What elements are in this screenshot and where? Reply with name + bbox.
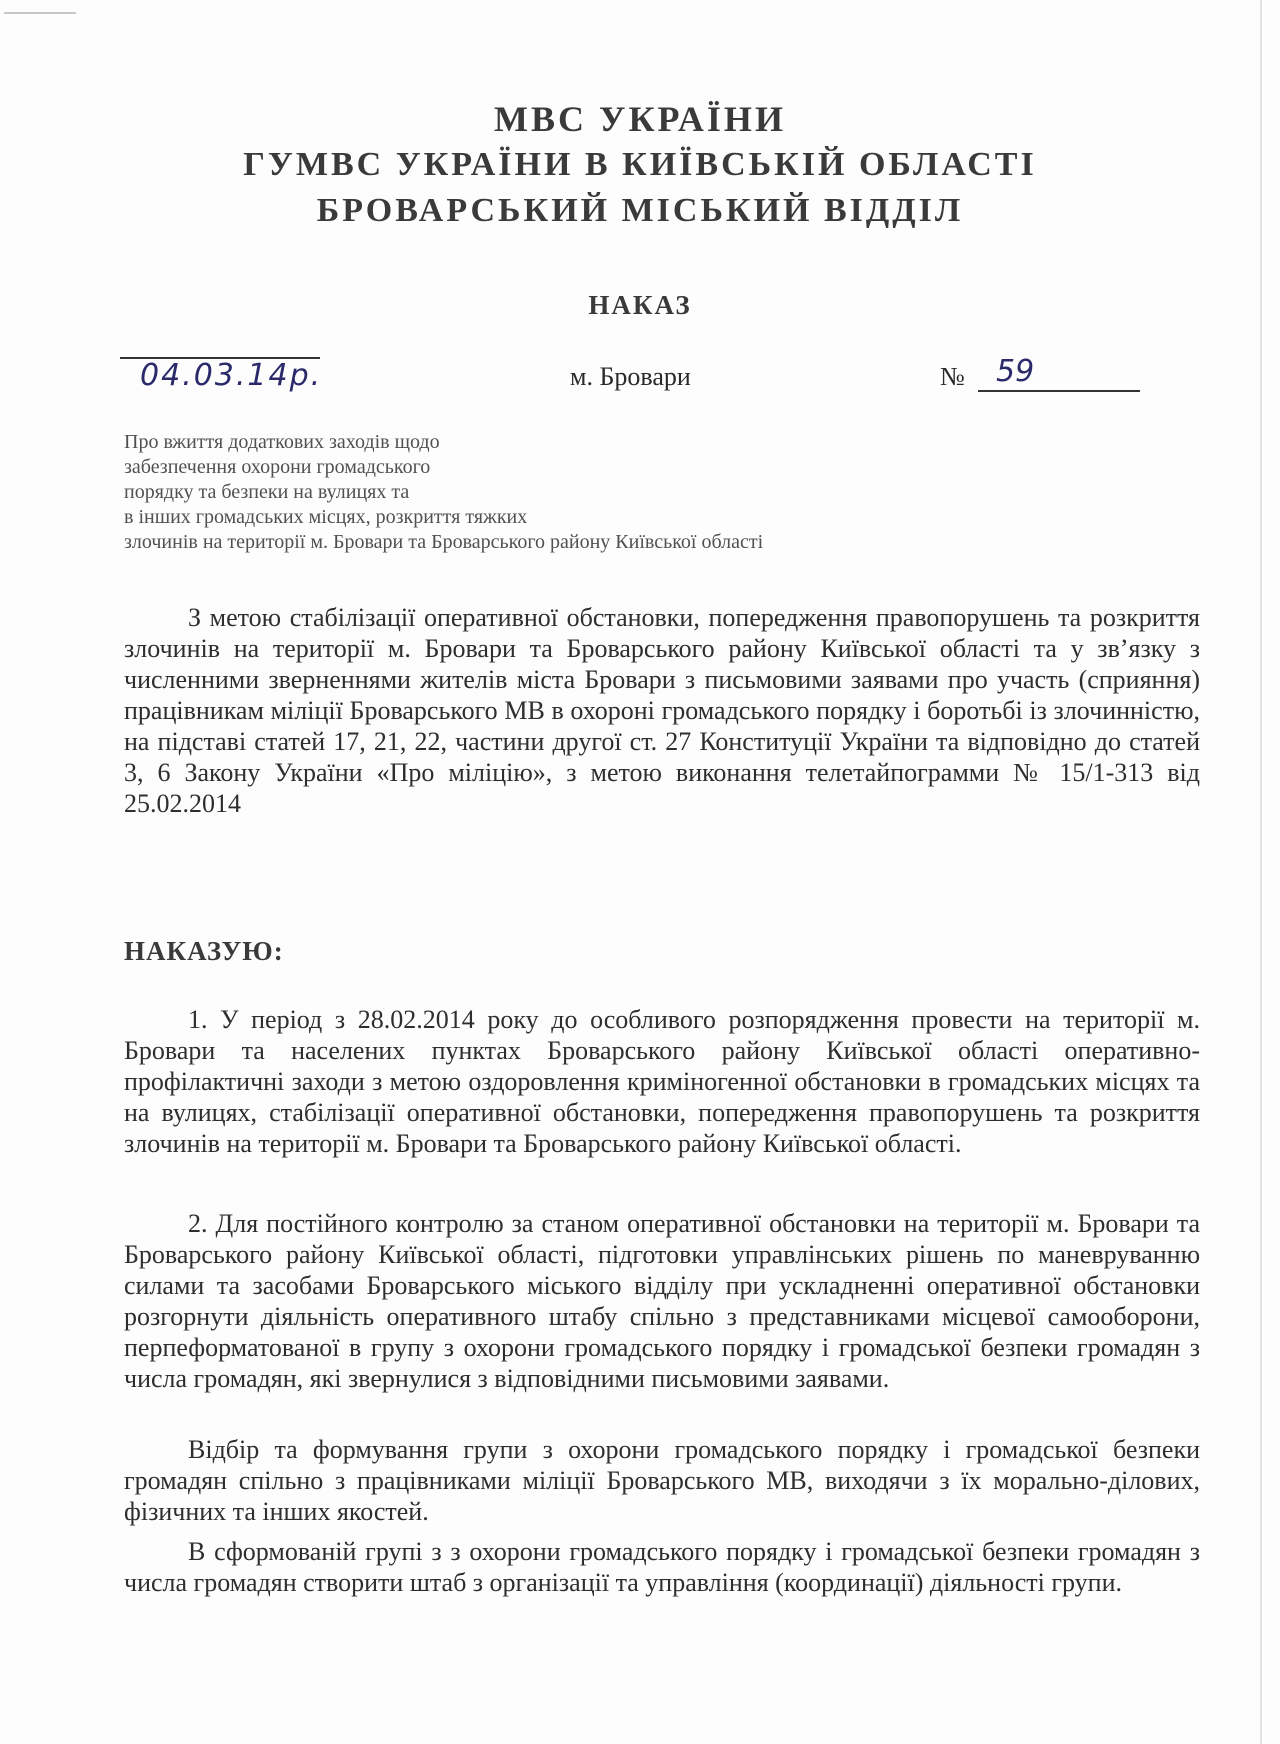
handwritten-date: 04.03.14р.: [140, 358, 323, 393]
order-paragraph-selection: Відбір та формування групи з охорони громадського порядку і громадської безпеки громадян спільно з працівниками міліції Броварського МВ, виходячи з їх морально-ділових, фізичних та інших якостей.: [124, 1435, 1200, 1526]
subject-line: Про вжиття додаткових заходів щодо: [124, 431, 440, 453]
document-title: НАКАЗ: [588, 290, 692, 320]
order-heading: НАКАЗУЮ:: [124, 936, 284, 966]
scan-page-edge: [1260, 0, 1262, 1744]
subject-line: порядку та безпеки на вулицях та: [124, 481, 410, 503]
number-label: №: [940, 362, 965, 391]
number-underline: [978, 390, 1140, 392]
letterhead: [0, 96, 1280, 234]
order-item-2: 2. Для постійного контролю за станом оперативної обстановки на території м. Бровари та Броварського району Київської області, підготовки управлінських рішень по маневруванню силами та засобами Броварського міського відділу при ускладненні оперативної обстановки розгорнути діяльність оперативного штабу спільно з представниками місцевої самооборони, перпеформатованої в групу з охорони громадського порядку і громадської безпеки громадян з числа громадян, які звернулися з відповідними письмовими заявами.: [124, 1209, 1200, 1393]
order-subject: [124, 430, 984, 555]
ministry-name: МВС УКРАЇНИ: [494, 99, 786, 139]
subject-line: злочинів на території м. Бровари та Броварського району Київської області: [124, 531, 764, 553]
order-paragraph-headquarters: В сформованій групі з з охорони громадського порядку і громадської безпеки громадян з числа громадян створити штаб з організації та управління (координації) діяльності групи.: [124, 1537, 1200, 1597]
division-name: БРОВАРСЬКИЙ МІСЬКИЙ ВІДДІЛ: [316, 192, 964, 229]
order-item-1: 1. У період з 28.02.2014 року до особливого розпорядження провести на території м. Бровари та населених пунктах Броварського району Київської області оперативно-профілактичні заходи з метою оздоровлення криміногенної обстановки в громадських місцях та на вулицях, стабілізації оперативної обстановки, попередження правопорушень та розкриття злочинів на території м. Бровари та Броварського району Київської області.: [124, 1005, 1200, 1158]
subject-line: забезпечення охорони громадського: [124, 456, 431, 478]
preamble-paragraph: З метою стабілізації оперативної обстановки, попередження правопорушень та розкриття злочинів на території м. Бровари та Броварського району Київської області та у зв’язку з численними зверненнями жителів міста Бровари з письмовими заявами про участь (сприяння) працівникам міліції Броварського МВ в охороні громадського порядку і боротьбі із злочинністю, на підставі статей 17, 21, 22, частини другої ст. 27 Конституції України та відповідно до статей 3, 6 Закону України «Про міліцію», з метою виконання телетайпограмми № 15/1-313 від 25.02.2014: [124, 603, 1200, 818]
place-of-issue: м. Бровари: [570, 362, 691, 391]
scan-corner-mark: [4, 12, 76, 14]
department-name: ГУМВС УКРАЇНИ В КИЇВСЬКІЙ ОБЛАСТІ: [243, 146, 1037, 183]
subject-line: в інших громадських місцях, розкриття тяжких: [124, 506, 528, 528]
handwritten-number: 59: [996, 354, 1035, 389]
